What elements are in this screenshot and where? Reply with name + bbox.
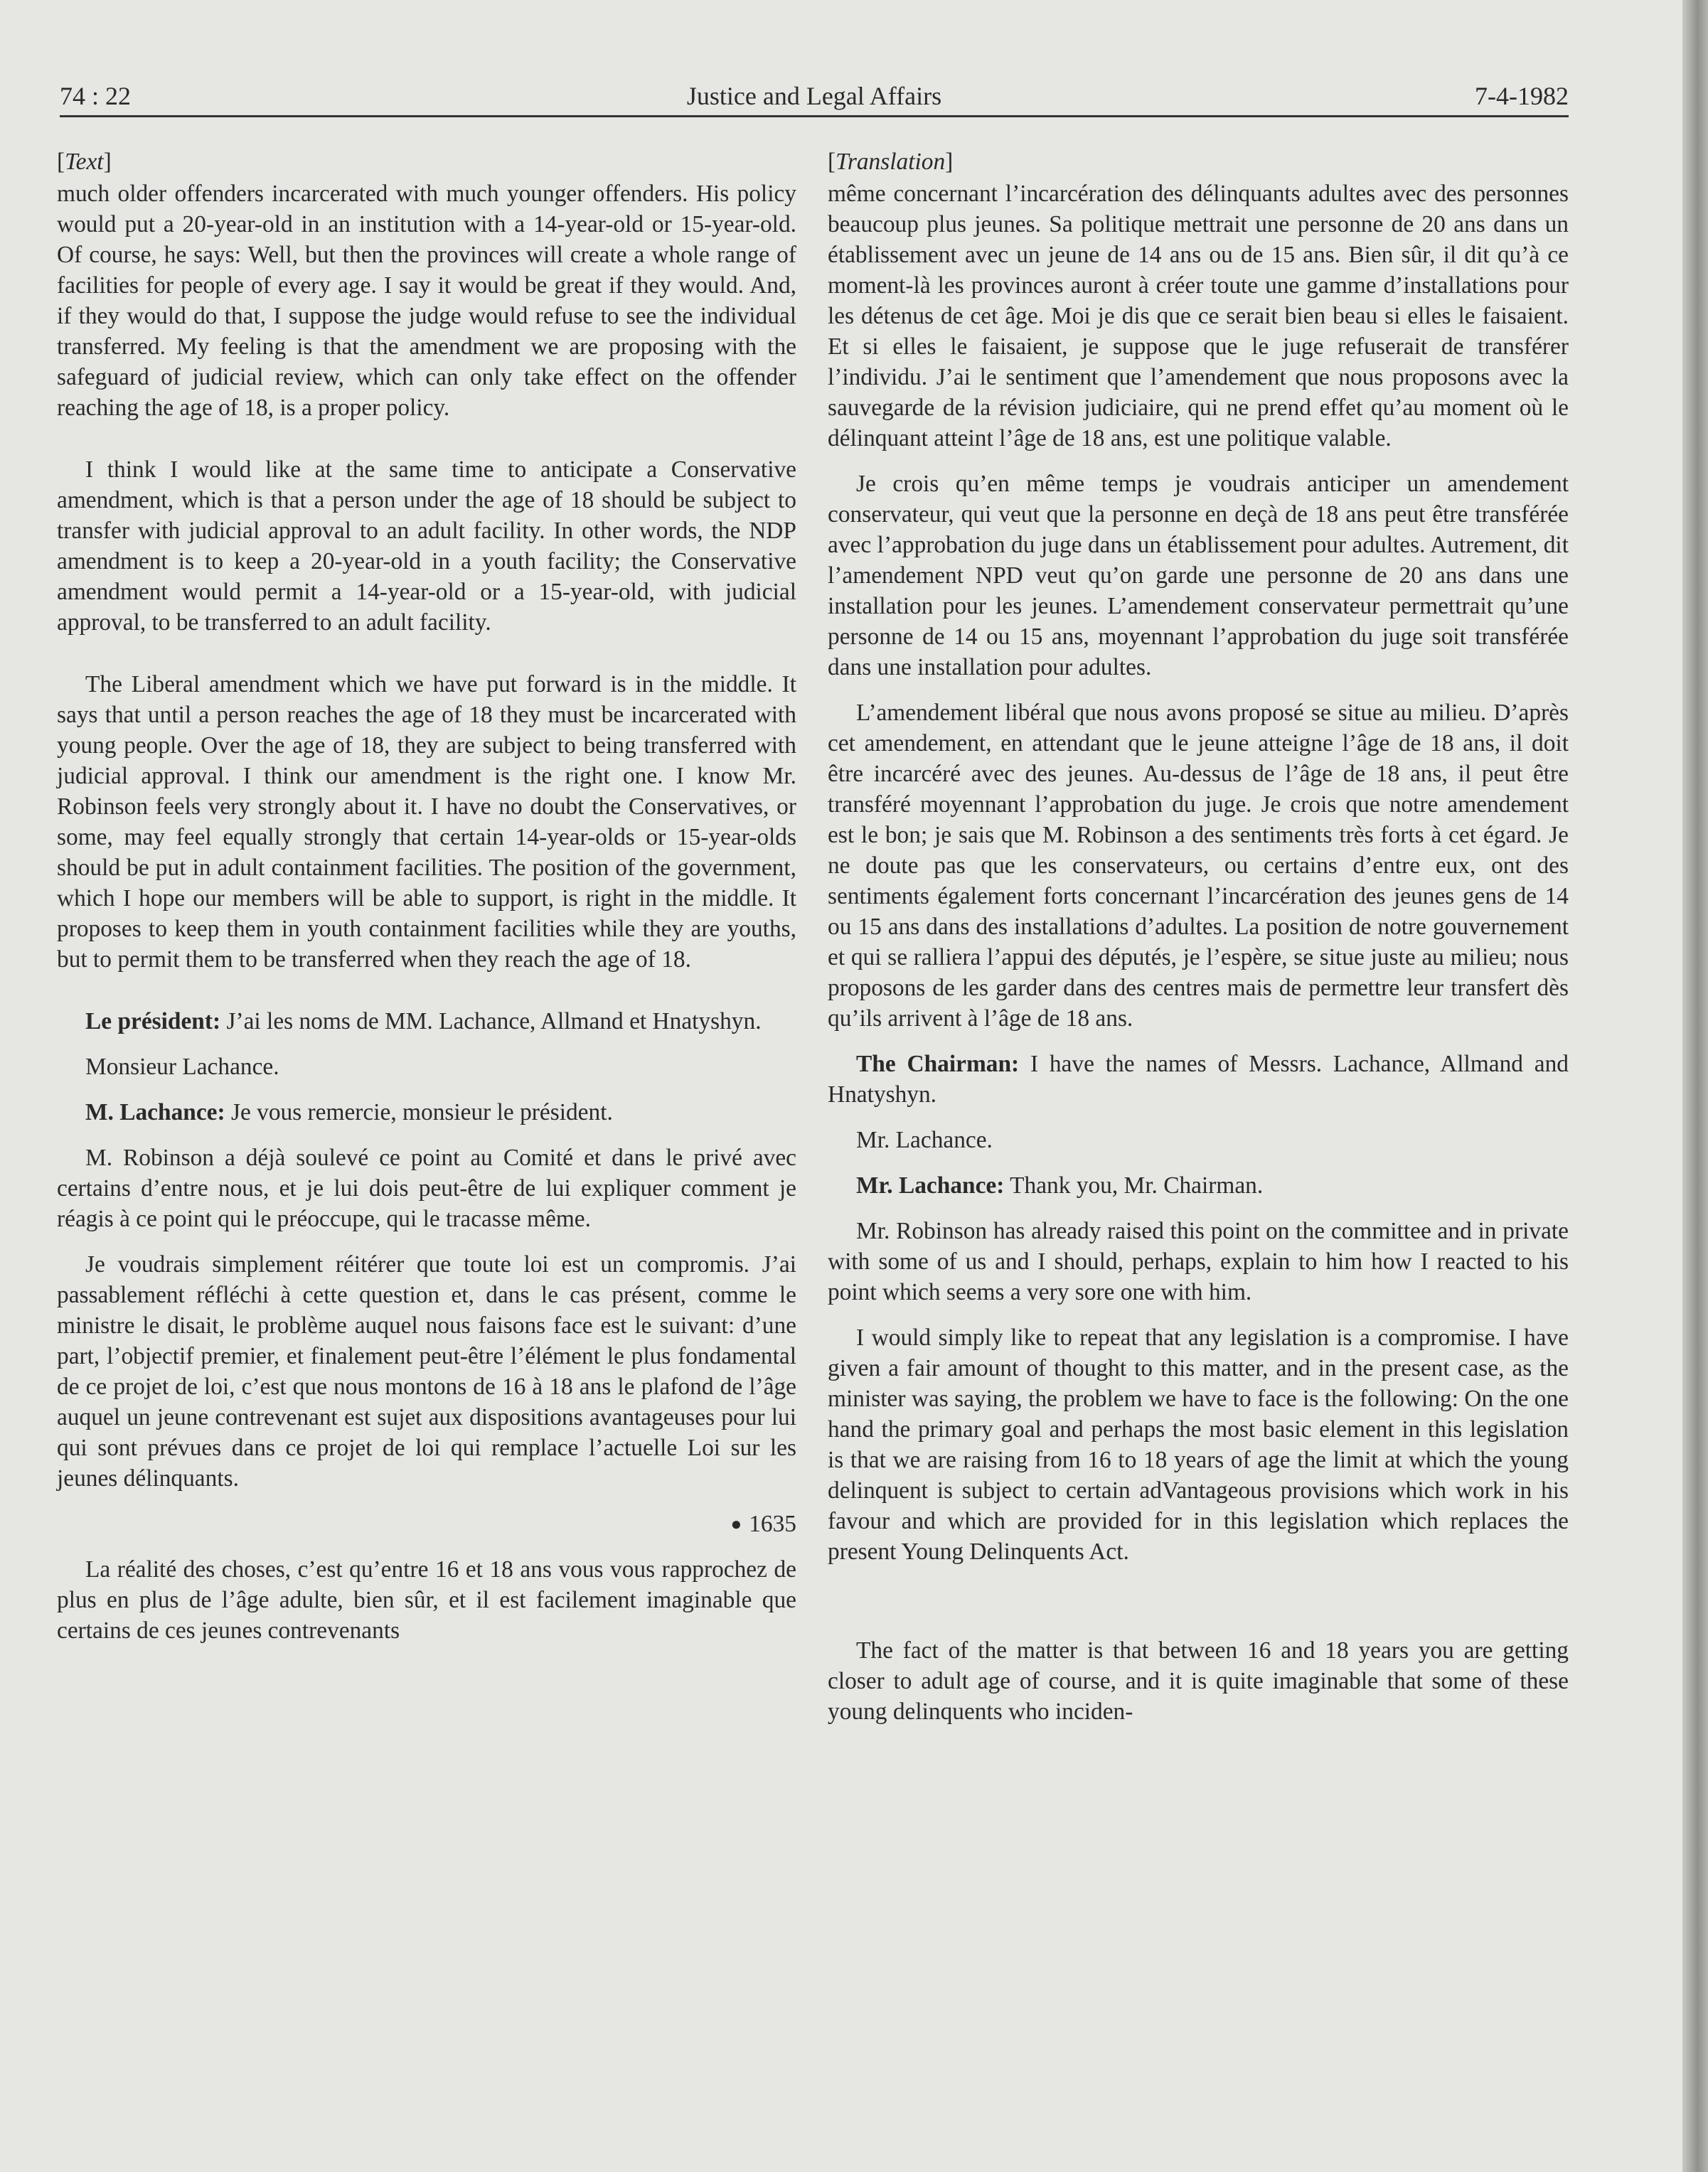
right-paragraph-8: I would simply like to repeat that any legislation is a compromise. I have given a fair amount of thought to this matter, and in the present case, as the minister was saying, the problem we have to face is the following: On the one hand the primary goal and perhaps the most basic element in this legislation is that we are raising from 16 to 18 years of age the limit at which the young delinquent is subject to certain adVantageous provisions which work in his favour and which are provided for in this legislation which replaces the present Young Delinquents Act. [828, 1325, 1569, 1565]
running-head [60, 75, 1569, 117]
speech-text: Thank you, Mr. Chairman. [1010, 1172, 1264, 1199]
left-paragraph-2: I think I would like at the same time to anticipate a Conservative amendment, which is that a person under the age of 18 should be subject to transfer with judicial approval to an adult facility. In other words, the NDP amendment is to keep a 20-year-old in a youth facility; the Conservative amendment would permit a 14-year-old or a 15-year-old, with judicial approval, to be transferred to an adult facility. [57, 456, 796, 636]
column-label-text: [Text] [57, 149, 112, 175]
left-paragraph-5: Monsieur Lachance. [85, 1054, 279, 1080]
left-column [57, 146, 796, 2009]
right-paragraph-5: Mr. Lachance. [856, 1127, 993, 1153]
right-paragraph-2: Je crois qu’en même temps je voudrais anticiper un amendement conservateur, qui veut que la personne en deçà de 18 ans peut être transférée avec l’approbation du juge dans un établissement pour adultes. Autrement, dit l’amendement NPD veut qu’on garde une personne de 20 ans dans une installation pour les jeunes. L’amendement conservateur permettrait qu’une personne de 14 ou 15 ans, moyennant l’approbation du juge soit transférée dans une installation pour adultes. [828, 471, 1569, 680]
right-paragraph-9: The fact of the matter is that between 16 and 18 years you are getting closer to adult age of course, and it is quite imaginable that some of these young delinquents who inciden- [828, 1637, 1569, 1725]
right-paragraph-1: même concernant l’incarcération des délinquants adultes avec des personnes beaucoup plus jeunes. Sa politique mettrait une personne de 20 ans dans un établissement avec un jeune de 14 ans ou de 15 ans. Bien sûr, il dit qu’à ce moment-là les provinces auront à créer toute une gamme d’installations pour les détenus de cet âge. Moi je dis que ce serait bien beau si elles le faisaient. Et si elles le faisaient, je suppose que le juge refuserait de transférer l’individu. J’ai le sentiment que l’amendement que nous proposons avec la sauvegarde de la révision judiciaire, qui ne prend effet qu’au moment où le délinquant atteint l’âge de 18 ans, est une politique valable. [828, 181, 1569, 451]
left-paragraph-8: Je voudrais simplement réitérer que toute loi est un compromis. J’ai passablement réfléchi à cette question et, dans le cas présent, comme le ministre le disait, le problème auquel nous faisons face est le suivant: d’une part, l’objectif premier, et finalement peut-être l’élément le plus fondamental de ce projet de loi, c’est que nous montons de 16 à 18 ans le plafond de l’âge auquel un jeune contrevenant est sujet aux dispositions avantageuses pour lui qui sont prévues dans ce projet de loi qui remplace l’actuelle Loi sur les jeunes délinquants. [57, 1251, 796, 1492]
sitting-date: 7-4-1982 [1475, 82, 1569, 110]
left-paragraph-3: The Liberal amendment which we have put forward is in the middle. It says that until a person reaches the age of 18 they must be incarcerated with young people. Over the age of 18, they are subject to being transferred with judicial approval. I think our amendment is the right one. I know Mr. Robinson feels very strongly about it. I have no doubt the Conservatives, or some, may feel equally strongly that certain 14-year-olds or 15-year-olds should be put in adult containment facilities. The position of the government, which I hope our members will be able to support, is right in the middle. It proposes to keep them in youth containment facilities while they are youths, but to permit them to be transferred when they reach the age of 18. [57, 671, 796, 973]
speaker-name: Le président: [85, 1008, 221, 1034]
binding-edge [1682, 0, 1708, 2172]
bullet-icon: ● [730, 1514, 742, 1534]
page-number: 74 : 22 [60, 82, 132, 110]
right-paragraph-7: Mr. Robinson has already raised this point on the committee and in private with some of us and I should, perhaps, explain to him how I reacted to his point which seems a very sore one with him. [828, 1218, 1569, 1305]
left-speaker-paragraph-chair [57, 1006, 796, 1037]
right-column [828, 146, 1569, 2009]
time-marker: ● 1635 [730, 1511, 796, 1537]
running-title: Justice and Legal Affairs [686, 82, 942, 110]
right-speaker-paragraph-lachance [828, 1170, 1569, 1201]
left-paragraph-1: much older offenders incarcerated with much younger offenders. His policy would put a 20-year-old in an institution with a 14-year-old or 15-year-old. Of course, he says: Well, but then the provinces will create a whole range of facilities for people of every age. I say it would be great if they would. And, if they would do that, I suppose the judge would refuse to see the individual transferred. My feeling is that the amendment we are proposing with the safeguard of judicial review, which can only take effect on the offender reaching the age of 18, is a proper policy. [57, 181, 796, 421]
speech-text: Je vous remercie, monsieur le président. [230, 1099, 613, 1125]
speech-text: I have the names of Messrs. Lachance, Allmand and Hnatyshyn. [828, 1051, 1569, 1108]
speaker-name: Mr. Lachance: [856, 1172, 1005, 1199]
speech-text: J’ai les noms de MM. Lachance, Allmand et Hnatyshyn. [226, 1008, 762, 1034]
right-speaker-paragraph-chair [828, 1049, 1569, 1110]
speaker-name: The Chairman: [856, 1051, 1020, 1077]
left-speaker-paragraph-lachance [57, 1097, 796, 1128]
left-paragraph-9: La réalité des choses, c’est qu’entre 16 et 18 ans vous vous rapprochez de plus en plus de l’âge adulte, bien sûr, et il est facilement imaginable que certains de ces jeunes contrevenants [57, 1556, 796, 1644]
right-paragraph-3: L’amendement libéral que nous avons proposé se situe au milieu. D’après cet amendement, en attendant que le jeune atteigne l’âge de 18 ans, il doit être incarcéré avec des jeunes. Au-dessus de l’âge de 18 ans, il peut être transféré moyennant l’approbation du juge. Je crois que notre amendement est le bon; je sais que M. Robinson a des sentiments très forts à cet égard. Je ne doute pas que les conservateurs, ou certains d’entre eux, ont des sentiments également forts concernant l’incarcération des jeunes gens de 14 ou 15 ans dans des installations d’adultes. La position de notre gouvernement et qui se ralliera l’appui des députés, je l’espère, se situe juste au milieu; nous proposons de les garder dans des centres mais de permettre leur transfert dès qu’ils arrivent à l’âge de 18 ans. [828, 700, 1569, 1032]
speaker-name: M. Lachance: [85, 1099, 225, 1125]
left-paragraph-7: M. Robinson a déjà soulevé ce point au Comité et dans le privé avec certains d’entre nous, et je lui dois peut-être de lui expliquer comment je réagis à ce point qui le préoccupe, qui le tracasse même. [57, 1145, 796, 1232]
column-label-translation: [Translation] [828, 149, 954, 175]
